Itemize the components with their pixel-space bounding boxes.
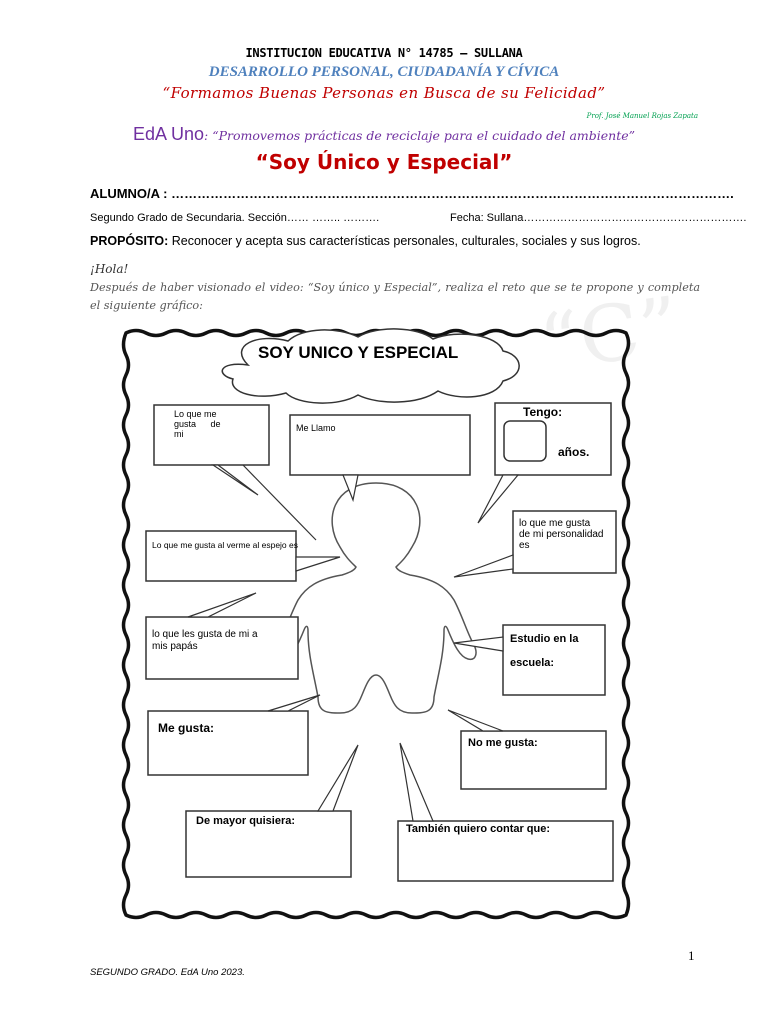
- label-estudio: [510, 627, 578, 675]
- label-line: mi: [174, 429, 184, 439]
- label-line: mis papás: [152, 641, 198, 652]
- cloud-title: SOY UNICO Y ESPECIAL: [258, 343, 459, 362]
- purpose-label: PROPÓSITO:: [90, 234, 169, 248]
- date-field: Fecha: Sullana…………………………………………………….: [450, 212, 747, 224]
- label-de-mayor: De mayor quisiera:: [196, 815, 296, 827]
- instructions: Después de haber visionado el video: “Soy único y Especial”, realiza el reto que se te propone y completa el siguiente gráfico:: [90, 281, 700, 312]
- label-lo-que-me-gusta: [174, 409, 221, 439]
- age-box: [504, 421, 546, 461]
- purpose-statement: [90, 234, 641, 248]
- label-line: escuela:: [510, 657, 555, 669]
- label-anos: años.: [558, 445, 590, 459]
- school-motto: “Formamos Buenas Personas en Busca de su Felicidad”: [162, 84, 606, 102]
- pointer: [296, 557, 340, 571]
- page-number: 1: [688, 948, 695, 963]
- label-contar: También quiero contar que:: [406, 823, 551, 835]
- eda-label: EdA Uno: [132, 124, 205, 144]
- student-name-field: ALUMNO/A : ………………………………………………………………………………………………………………….: [90, 186, 734, 201]
- greeting: ¡Hola!: [90, 262, 129, 276]
- course-area: DESARROLLO PERSONAL, CIUDADANÍA Y CÍVICA: [208, 64, 560, 80]
- pointer: [400, 743, 433, 821]
- purpose-text: Reconocer y acepta sus características personales, culturales, sociales y sus logros.: [168, 234, 641, 248]
- grade-section-field: Segundo Grado de Secundaria. Sección…… …….. ……….: [90, 212, 380, 224]
- pointer: [318, 745, 358, 811]
- label-line: Estudio en la: [510, 633, 579, 645]
- label-line: gusta de: [174, 419, 221, 429]
- eda-subtitle: “Promovemos prácticas de reciclaje para el cuidado del ambiente”: [212, 128, 636, 143]
- watermark: “C”: [534, 280, 686, 390]
- label-no-me-gusta: No me gusta:: [468, 737, 538, 749]
- eda-separator: :: [204, 128, 213, 143]
- label-line: Lo que me: [174, 409, 217, 419]
- label-me-gusta: Me gusta:: [158, 721, 215, 735]
- label-tengo: Tengo:: [523, 405, 563, 419]
- eda-heading: [0, 124, 768, 145]
- pointer: [454, 555, 513, 577]
- label-espejo: Lo que me gusta al verme al espejo es: [152, 540, 299, 550]
- label-line: de mi personalidad: [519, 529, 604, 540]
- pointer: [268, 695, 320, 711]
- body-figure: [276, 483, 476, 713]
- footer-note: SEGUNDO GRADO. EdA Uno 2023.: [90, 967, 245, 978]
- self-concept-diagram: [118, 325, 634, 923]
- label-line: es: [519, 540, 530, 551]
- label-line: lo que me gusta: [519, 518, 591, 529]
- pointer: [478, 475, 518, 523]
- label-papas: [152, 629, 258, 653]
- pointer: [243, 465, 316, 540]
- label-line: lo que les gusta de mi a: [152, 629, 258, 640]
- label-me-llamo: Me Llamo: [296, 423, 336, 433]
- school-name: INSTITUCION EDUCATIVA N° 14785 – SULLANA: [245, 46, 523, 60]
- pointer: [188, 593, 256, 617]
- worksheet-title: “Soy Único y Especial”: [255, 150, 513, 174]
- pointer: [213, 465, 258, 495]
- label-personalidad: [519, 518, 604, 551]
- box-espejo: [146, 531, 299, 581]
- teacher-name: Prof. José Manuel Rojas Zapata: [586, 112, 698, 120]
- title-cloud: [222, 329, 519, 403]
- pointer: [448, 710, 503, 731]
